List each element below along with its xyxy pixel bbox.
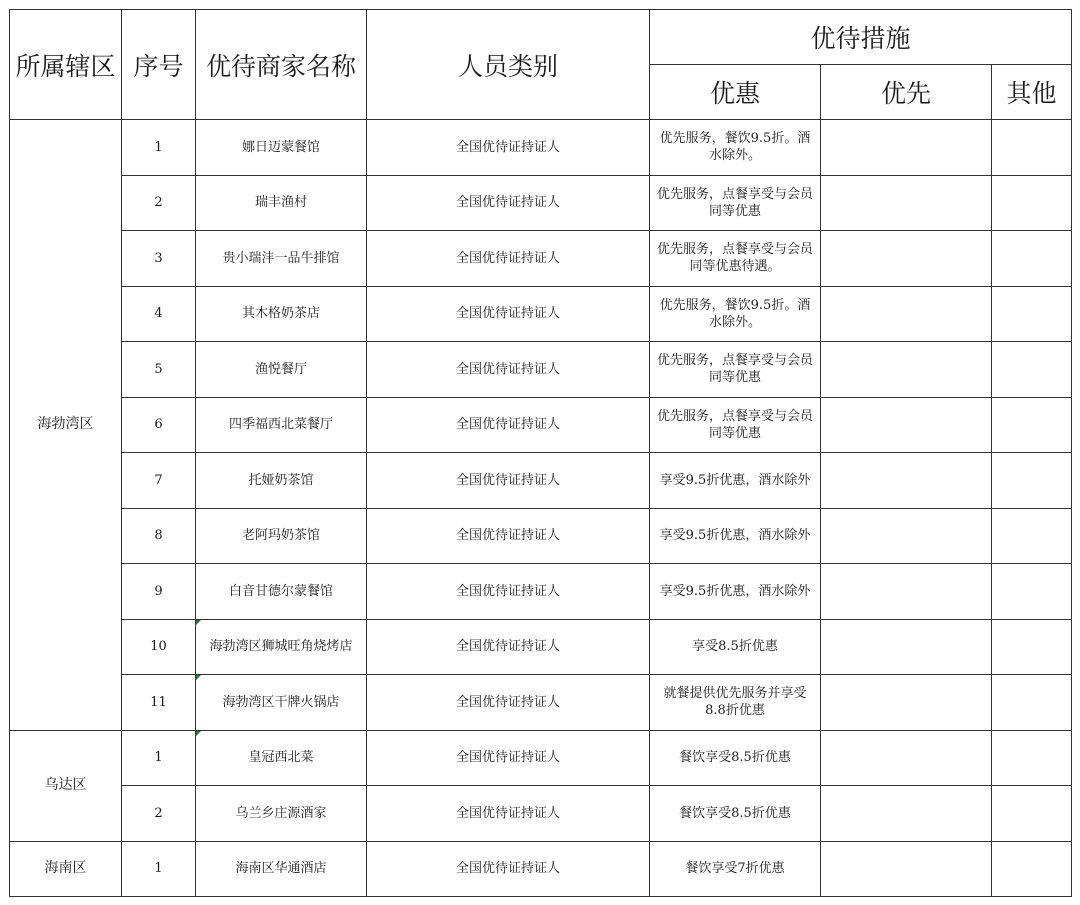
table-row [10,730,1072,786]
discount-cell: 餐饮享受7折优惠 [650,841,821,897]
discount-cell: 享受9.5折优惠，酒水除外 [650,453,821,509]
priority-cell [821,730,992,786]
priority-cell [821,508,992,564]
category-cell: 全国优待证持证人 [367,675,650,731]
merchant-cell: 其木格奶茶店 [196,286,367,342]
other-cell [992,175,1072,231]
category-cell: 全国优待证持证人 [367,342,650,398]
category-cell: 全国优待证持证人 [367,175,650,231]
other-cell [992,730,1072,786]
table-row [10,675,1072,731]
merchant-cell: 贵小瑞沣一品牛排馆 [196,231,367,287]
discount-cell: 就餐提供优先服务并享受8.8折优惠 [650,675,821,731]
other-cell [992,453,1072,509]
merchant-cell: 娜日迈蒙餐馆 [196,120,367,176]
category-cell: 全国优待证持证人 [367,286,650,342]
table-header [10,10,1072,120]
table-row [10,231,1072,287]
other-cell [992,286,1072,342]
index-cell: 10 [122,619,196,675]
header-index: 序号 [122,10,196,120]
category-cell: 全国优待证持证人 [367,564,650,620]
table-row [10,342,1072,398]
index-cell: 2 [122,786,196,842]
index-cell: 1 [122,841,196,897]
table-body [10,120,1072,897]
category-cell: 全国优待证持证人 [367,231,650,287]
table-row [10,175,1072,231]
merchant-cell: 海勃湾区狮城旺角烧烤店 [196,619,367,675]
category-cell: 全国优待证持证人 [367,120,650,176]
merchant-cell: 四季福西北菜餐厅 [196,397,367,453]
header-measures: 优待措施 [650,10,1072,65]
index-cell: 8 [122,508,196,564]
header-other: 其他 [992,65,1072,120]
discount-cell: 优先服务，点餐享受与会员同等优惠 [650,397,821,453]
table-row [10,841,1072,897]
priority-cell [821,175,992,231]
index-cell: 3 [122,231,196,287]
index-cell: 1 [122,730,196,786]
table-row [10,453,1072,509]
table-row [10,286,1072,342]
priority-cell [821,342,992,398]
merchant-cell: 海南区华通酒店 [196,841,367,897]
other-cell [992,619,1072,675]
discount-cell: 餐饮享受8.5折优惠 [650,786,821,842]
other-cell [992,675,1072,731]
priority-cell [821,453,992,509]
region-cell: 海南区 [10,841,122,897]
other-cell [992,231,1072,287]
category-cell: 全国优待证持证人 [367,786,650,842]
index-cell: 9 [122,564,196,620]
header-category: 人员类别 [367,10,650,120]
priority-cell [821,231,992,287]
discount-cell: 享受9.5折优惠，酒水除外 [650,508,821,564]
region-cell: 乌达区 [10,730,122,841]
region-cell: 海勃湾区 [10,120,122,731]
discount-cell: 享受9.5折优惠，酒水除外 [650,564,821,620]
priority-cell [821,841,992,897]
other-cell [992,342,1072,398]
merchant-cell: 乌兰乡庄源酒家 [196,786,367,842]
category-cell: 全国优待证持证人 [367,619,650,675]
discount-cell: 餐饮享受8.5折优惠 [650,730,821,786]
merchant-cell: 老阿玛奶茶馆 [196,508,367,564]
other-cell [992,786,1072,842]
merchant-cell: 瑞丰渔村 [196,175,367,231]
discount-cell: 优先服务，点餐享受与会员同等优惠 [650,175,821,231]
priority-cell [821,619,992,675]
discount-cell: 优先服务，餐饮9.5折。酒水除外。 [650,120,821,176]
other-cell [992,841,1072,897]
other-cell [992,120,1072,176]
index-cell: 2 [122,175,196,231]
priority-cell [821,397,992,453]
table-row [10,786,1072,842]
discount-cell: 优先服务，点餐享受与会员同等优惠待遇。 [650,231,821,287]
index-cell: 4 [122,286,196,342]
category-cell: 全国优待证持证人 [367,508,650,564]
merchant-cell: 皇冠西北菜 [196,730,367,786]
index-cell: 11 [122,675,196,731]
index-cell: 6 [122,397,196,453]
merchant-cell: 白音甘德尔蒙餐馆 [196,564,367,620]
table-row [10,619,1072,675]
priority-cell [821,120,992,176]
table-row [10,120,1072,176]
merchant-cell: 渔悦餐厅 [196,342,367,398]
table-row [10,508,1072,564]
merchant-cell: 托娅奶茶馆 [196,453,367,509]
category-cell: 全国优待证持证人 [367,453,650,509]
priority-cell [821,564,992,620]
category-cell: 全国优待证持证人 [367,841,650,897]
header-priority: 优先 [821,65,992,120]
merchant-table [9,9,1072,897]
header-merchant: 优待商家名称 [196,10,367,120]
index-cell: 5 [122,342,196,398]
header-discount: 优惠 [650,65,821,120]
header-region: 所属辖区 [10,10,122,120]
priority-cell [821,786,992,842]
table-row [10,397,1072,453]
merchant-cell: 海勃湾区干牌火锅店 [196,675,367,731]
discount-cell: 优先服务，餐饮9.5折。酒水除外。 [650,286,821,342]
category-cell: 全国优待证持证人 [367,730,650,786]
other-cell [992,397,1072,453]
index-cell: 1 [122,120,196,176]
discount-cell: 优先服务，点餐享受与会员同等优惠 [650,342,821,398]
priority-cell [821,675,992,731]
priority-cell [821,286,992,342]
table-row [10,564,1072,620]
other-cell [992,564,1072,620]
index-cell: 7 [122,453,196,509]
other-cell [992,508,1072,564]
discount-cell: 享受8.5折优惠 [650,619,821,675]
category-cell: 全国优待证持证人 [367,397,650,453]
